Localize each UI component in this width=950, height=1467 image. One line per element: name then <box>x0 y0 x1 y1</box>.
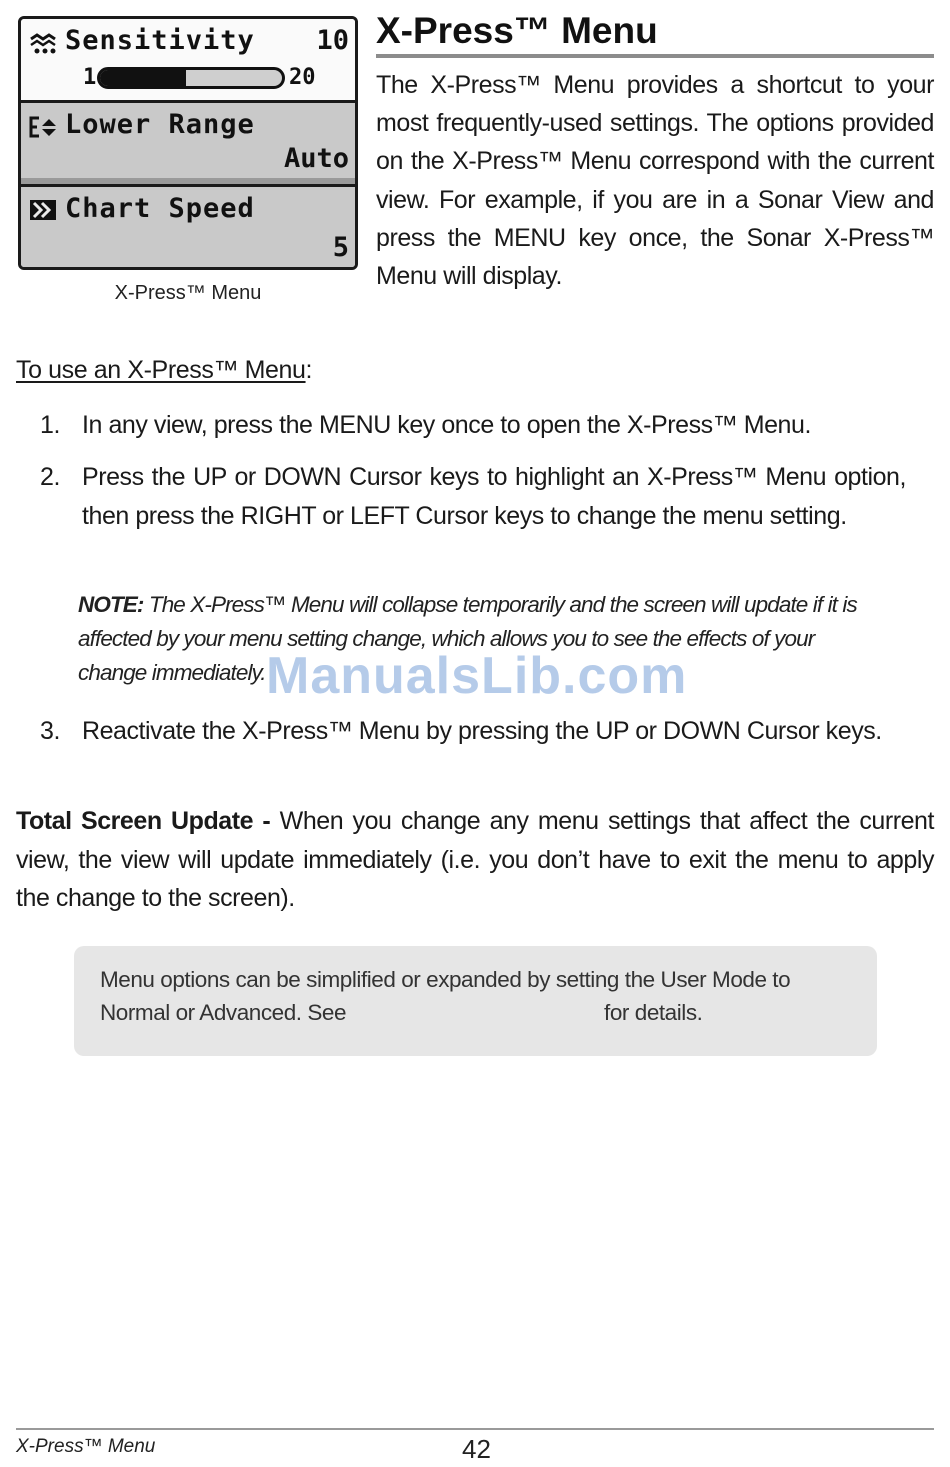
list-item-number: 3. <box>40 717 60 745</box>
sensitivity-icon <box>29 31 59 55</box>
sensitivity-slider-fill <box>100 70 186 86</box>
total-screen-update-paragraph <box>16 802 934 918</box>
xpress-menu-illustration <box>18 16 358 270</box>
sensitivity-slider <box>97 67 285 89</box>
chart-speed-icon <box>29 199 59 223</box>
section-title-colon: : <box>305 356 313 384</box>
watermark: ManualsLib.com <box>266 647 688 705</box>
page-number: 42 <box>462 1434 491 1464</box>
menu-row-chart-speed <box>21 187 355 270</box>
lower-range-icon <box>29 115 59 139</box>
callout-text <box>100 964 852 1029</box>
list-item-number: 2. <box>40 463 60 491</box>
list-item <box>16 406 906 446</box>
list-item <box>16 458 906 578</box>
tip-callout <box>74 946 877 1056</box>
page-heading: X-Press™ Menu <box>376 10 658 51</box>
callout-text-before: Menu options can be simplified or expanded by setting the User Mode to Normal or Advanced. See <box>100 967 791 1025</box>
list-item-text: Press the UP or DOWN Cursor keys to highlight an X-Press™ Menu option, then press the RIGHT or LEFT Cursor keys to change the menu setting. <box>82 463 906 530</box>
menu-label-lower-range: Lower Range <box>65 109 255 140</box>
note-text: The X-Press™ Menu will collapse temporarily and the screen will update if it is affected by your menu setting change, which allows you to see the effects of your change immediately. <box>78 592 857 685</box>
total-screen-update-label: Total Screen Update - <box>16 807 271 835</box>
footer-divider <box>16 1428 934 1430</box>
menu-row-sensitivity <box>21 19 355 103</box>
menu-label-chart-speed: Chart Speed <box>65 193 255 224</box>
menu-value-sensitivity: 10 <box>316 25 349 56</box>
heading-divider <box>376 54 934 58</box>
section-title-text: To use an X-Press™ Menu <box>16 356 306 384</box>
menu-label-sensitivity: Sensitivity <box>65 25 255 56</box>
note-label: NOTE: <box>78 592 144 617</box>
footer-section-title: X-Press™ Menu <box>16 1436 156 1457</box>
menu-row-lower-range <box>21 103 355 187</box>
list-item <box>16 712 906 792</box>
callout-text-after: for details. <box>604 999 703 1025</box>
list-item-text: In any view, press the MENU key once to open the X-Press™ Menu. <box>82 411 811 439</box>
list-item-number: 1. <box>40 411 60 439</box>
list-item-text: Reactivate the X-Press™ Menu by pressing the UP or DOWN Cursor keys. <box>82 717 882 745</box>
menu-value-lower-range: Auto <box>283 143 349 174</box>
total-screen-update-text: When you change any menu settings that affect the current view, the view will update immediately (i.e. you don’t have to exit the menu to apply the change to the screen). <box>16 807 934 912</box>
figure-caption: X-Press™ Menu <box>114 282 262 304</box>
intro-paragraph: The X-Press™ Menu provides a shortcut to your most frequently-used settings. The options provided on the X-Press™ Menu correspond with the current view. For example, if you are in a Sonar View and press the MENU key once, the Sonar X-Press™ Menu will display. <box>376 71 934 291</box>
section-title <box>16 356 312 385</box>
slider-min-label: 1 <box>83 65 97 90</box>
menu-value-chart-speed: 5 <box>332 232 349 263</box>
slider-max-label: 20 <box>289 65 316 90</box>
